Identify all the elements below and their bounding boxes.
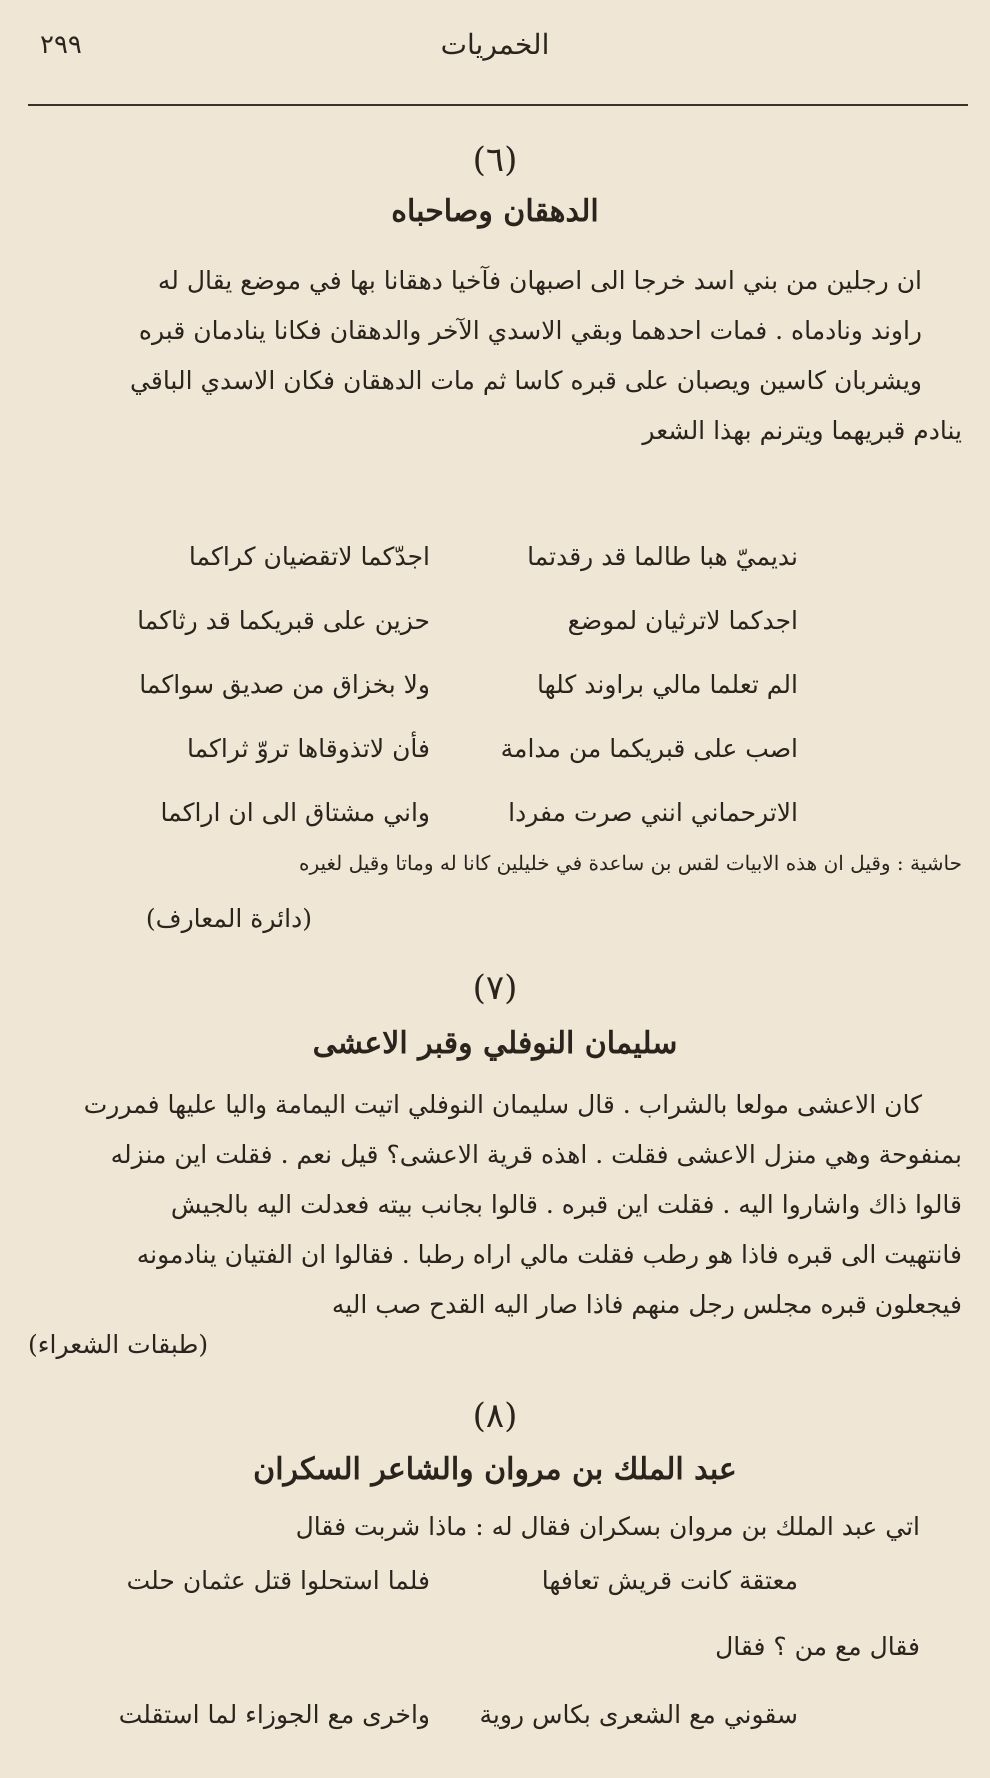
section-6-title: الدهقان وصاحباه — [391, 194, 599, 229]
paragraph-line: فيجعلون قبره مجلس رجل منهم فاذا صار اليه القدح صب اليه — [331, 1290, 962, 1319]
running-header-title: الخمريات — [440, 28, 550, 61]
verse-hemistich-left: حزين على قبريكما قد رثاكما — [137, 606, 430, 635]
section-8-title: عبد الملك بن مروان والشاعر السكران — [253, 1452, 737, 1487]
verse-hemistich-left: واخرى مع الجوزاء لما استقلت — [118, 1700, 430, 1729]
verse-hemistich-left: فلما استحلوا قتل عثمان حلت — [126, 1566, 430, 1595]
page-number: ٢٩٩ — [40, 30, 82, 60]
source-citation: (دائرة المعارف) — [145, 904, 312, 933]
verse-hemistich-left: واني مشتاق الى ان اراكما — [160, 798, 430, 827]
section-7-title: سليمان النوفلي وقبر الاعشى — [312, 1026, 678, 1061]
verse-hemistich-right: اجدكما لاترثيان لموضع — [567, 606, 798, 635]
paragraph-line: ينادم قبريهما ويترنم بهذا الشعر — [642, 416, 962, 445]
verse-hemistich-right: الم تعلما مالي براوند كلها — [537, 670, 798, 699]
intro-line: فقال مع من ؟ فقال — [715, 1632, 920, 1661]
verse-hemistich-left: فأن لاتذوقاها تروّ ثراكما — [186, 734, 430, 763]
verse-hemistich-left: ولا بخزاق من صديق سواكما — [139, 670, 430, 699]
section-6-number: (٦) — [472, 140, 518, 180]
header-rule — [28, 104, 968, 106]
verse-hemistich-left: اجدّكما لاتقضيان كراكما — [188, 542, 430, 571]
verse-hemistich-right: اصب على قبريكما من مدامة — [500, 734, 798, 763]
verse-hemistich-right: نديميّ هبا طالما قد رقدتما — [527, 542, 798, 571]
intro-line: اتي عبد الملك بن مروان بسكران فقال له : ماذا شربت فقال — [295, 1512, 920, 1541]
paragraph-line: ان رجلين من بني اسد خرجا الى اصبهان فآخيا دهقانا بها في موضع يقال له — [157, 266, 922, 295]
footnote: حاشية : وقيل ان هذه الابيات لقس بن ساعدة في خليلين كانا له وماتا وقيل لغيره — [298, 851, 962, 875]
paragraph-line: بمنفوحة وهي منزل الاعشى فقلت . اهذه قرية الاعشى؟ قيل نعم . فقلت اين منزله — [110, 1140, 962, 1169]
verse-hemistich-right: معتقة كانت قريش تعافها — [541, 1566, 798, 1595]
section-7-number: (٧) — [472, 968, 518, 1008]
section-6-paragraph — [32, 256, 962, 456]
verse-hemistich-right: الاترحماني انني صرت مفردا — [508, 798, 798, 827]
paragraph-line: ويشربان كاسين ويصبان على قبره كاسا ثم مات الدهقان فكان الاسدي الباقي — [130, 366, 922, 395]
section-7-paragraph — [32, 1080, 962, 1330]
section-8-number: (٨) — [472, 1396, 518, 1436]
paragraph-line: كان الاعشى مولعا بالشراب . قال سليمان النوفلي اتيت اليمامة واليا عليها فمررت — [83, 1090, 922, 1119]
source-citation: (طبقات الشعراء) — [28, 1330, 209, 1359]
paragraph-line: قالوا ذاك واشاروا اليه . فقلت اين قبره . قالوا بجانب بيته فعدلت اليه بالجيش — [170, 1190, 962, 1219]
paragraph-line: راوند ونادماه . فمات احدهما وبقي الاسدي الآخر والدهقان فكانا ينادمان قبره — [138, 316, 922, 345]
verse-hemistich-right: سقوني مع الشعرى بكاس روية — [479, 1700, 798, 1729]
paragraph-line: فانتهيت الى قبره فاذا هو رطب فقلت مالي اراه رطبا . فقالوا ان الفتيان ينادمونه — [136, 1240, 962, 1269]
